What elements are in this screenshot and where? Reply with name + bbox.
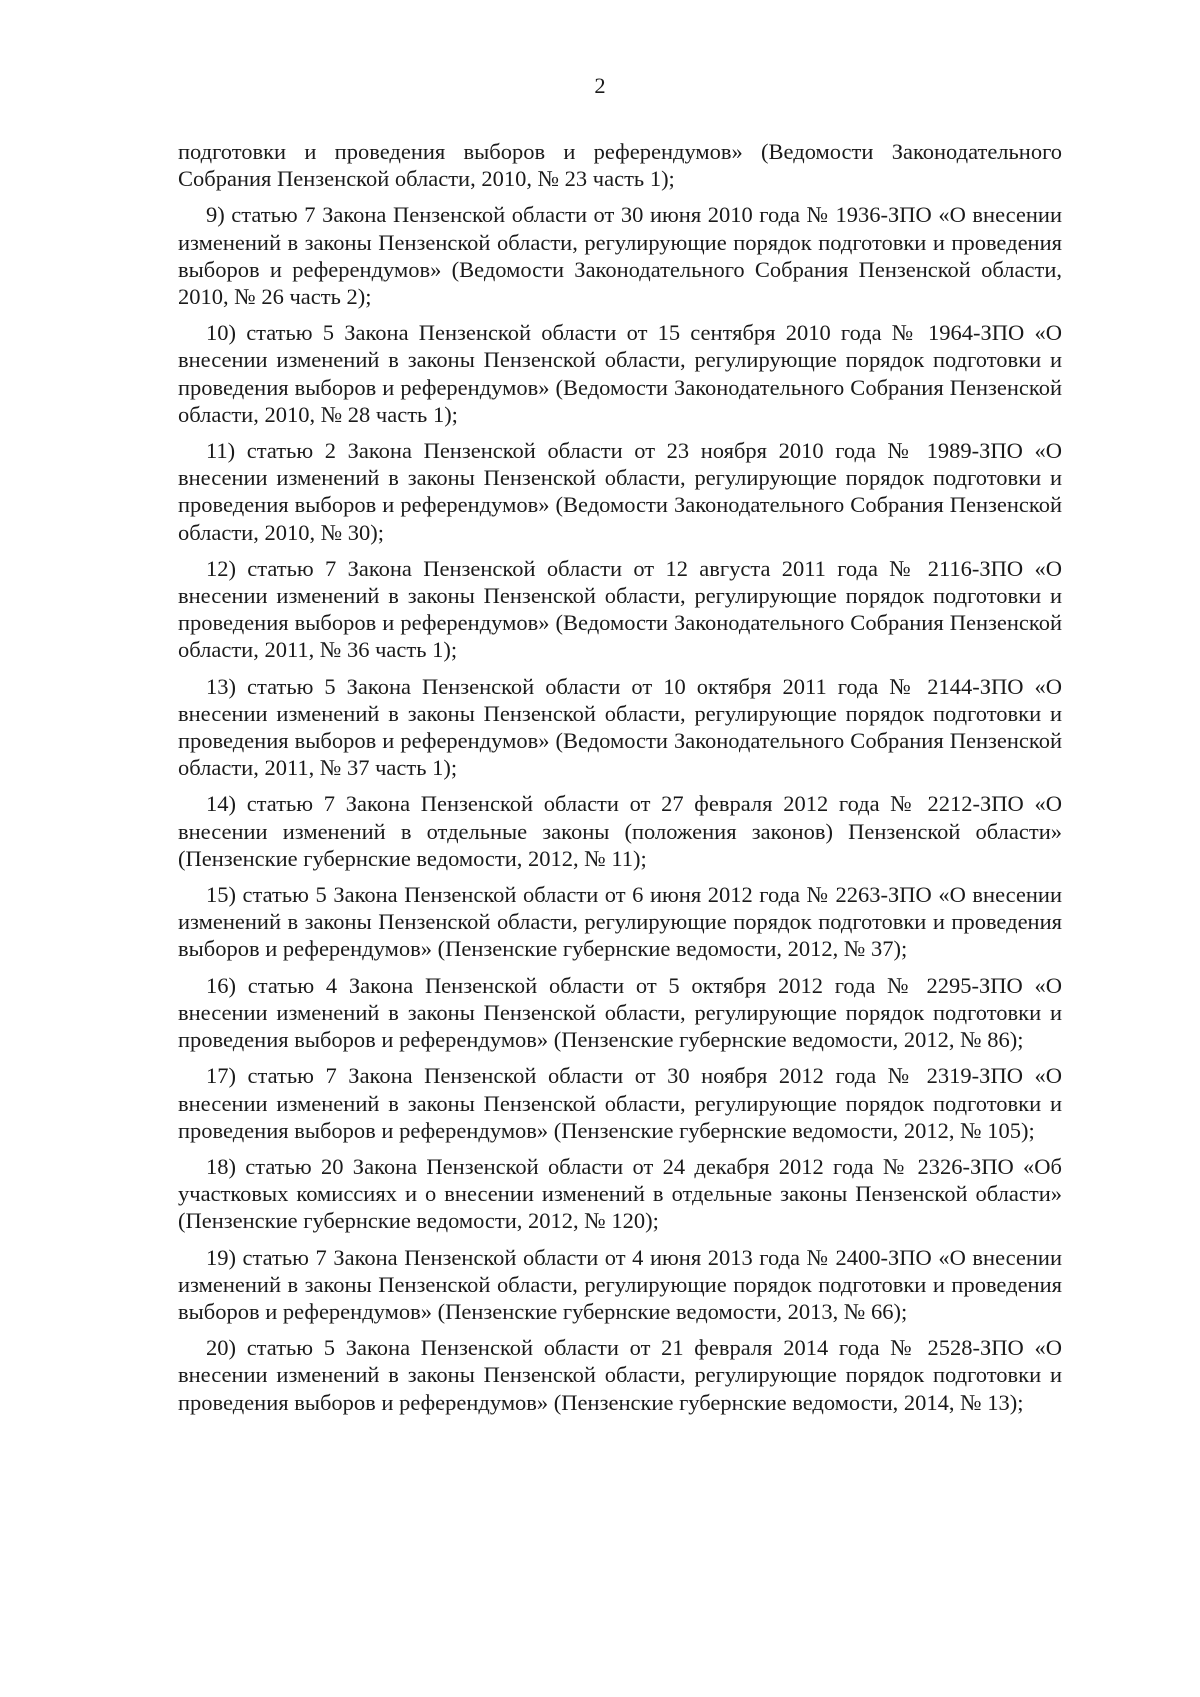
list-item-15: 15) статью 5 Закона Пензенской области от 6 июня 2012 года № 2263-ЗПО «О внесении изменений в законы Пензенской области, регулирующие порядок подготовки и проведения выборов и референдумов» (Пензенские губернские ведомости, 2012, № 37);: [178, 882, 1062, 962]
page-number: 2: [594, 73, 606, 98]
list-item-11: 11) статью 2 Закона Пензенской области от 23 ноября 2010 года № 1989-ЗПО «О внесении изменений в законы Пензенской области, регулирующие порядок подготовки и проведения выборов и референдумов» (Ведомости Законодательного Собрания Пензенской области, 2010, № 30);: [178, 438, 1062, 545]
list-item-16: 16) статью 4 Закона Пензенской области от 5 октября 2012 года № 2295-ЗПО «О внесении изменений в законы Пензенской области, регулирующие порядок подготовки и проведения выборов и референдумов» (Пензенские губернские ведомости, 2012, № 86);: [178, 972, 1062, 1053]
list-item-20: 20) статью 5 Закона Пензенской области от 21 февраля 2014 года № 2528-ЗПО «О внесении изменений в законы Пензенской области, регулирующие порядок подготовки и проведения выборов и референдумов» (Пензенские губернские ведомости, 2014, № 13);: [178, 1335, 1062, 1415]
list-item-13: 13) статью 5 Закона Пензенской области от 10 октября 2011 года № 2144-ЗПО «О внесении изменений в законы Пензенской области, регулирующие порядок подготовки и проведения выборов и референдумов» (Ведомости Законодательного Собрания Пензенской области, 2011, № 37 часть 1);: [178, 673, 1062, 781]
list-item-10: 10) статью 5 Закона Пензенской области от 15 сентября 2010 года № 1964-ЗПО «О внесении изменений в законы Пензенской области, регулирующие порядок подготовки и проведения выборов и референдумов» (Ведомости Законодательного Собрания Пензенской области, 2010, № 28 часть 1);: [178, 320, 1062, 427]
document-body: [178, 138, 1062, 1425]
paragraph-continuation: подготовки и проведения выборов и референдумов» (Ведомости Законодательного Собрания Пензенской области, 2010, № 23 часть 1);: [178, 139, 1062, 192]
list-item-12: 12) статью 7 Закона Пензенской области от 12 августа 2011 года № 2116-ЗПО «О внесении изменений в законы Пензенской области, регулирующие порядок подготовки и проведения выборов и референдумов» (Ведомости Законодательного Собрания Пензенской области, 2011, № 36 часть 1);: [178, 555, 1062, 663]
list-item-14: 14) статью 7 Закона Пензенской области от 27 февраля 2012 года № 2212-ЗПО «О внесении изменений в отдельные законы (положения законов) Пензенской области» (Пензенские губернские ведомости, 2012, № 11);: [178, 791, 1062, 871]
list-item-9: 9) статью 7 Закона Пензенской области от 30 июня 2010 года № 1936-ЗПО «О внесении изменений в законы Пензенской области, регулирующие порядок подготовки и проведения выборов и референдумов» (Ведомости Законодательного Собрания Пензенской области, 2010, № 26 часть 2);: [178, 202, 1062, 310]
list-item-19: 19) статью 7 Закона Пензенской области от 4 июня 2013 года № 2400-ЗПО «О внесении изменений в законы Пензенской области, регулирующие порядок подготовки и проведения выборов и референдумов» (Пензенские губернские ведомости, 2013, № 66);: [178, 1244, 1062, 1324]
list-item-18: 18) статью 20 Закона Пензенской области от 24 декабря 2012 года № 2326-ЗПО «Об участковых комиссиях и о внесении изменений в отдельные законы Пензенской области» (Пензенские губернские ведомости, 2012, № 120);: [178, 1153, 1062, 1234]
list-item-17: 17) статью 7 Закона Пензенской области от 30 ноября 2012 года № 2319-ЗПО «О внесении изменений в законы Пензенской области, регулирующие порядок подготовки и проведения выборов и референдумов» (Пензенские губернские ведомости, 2012, № 105);: [178, 1063, 1062, 1143]
